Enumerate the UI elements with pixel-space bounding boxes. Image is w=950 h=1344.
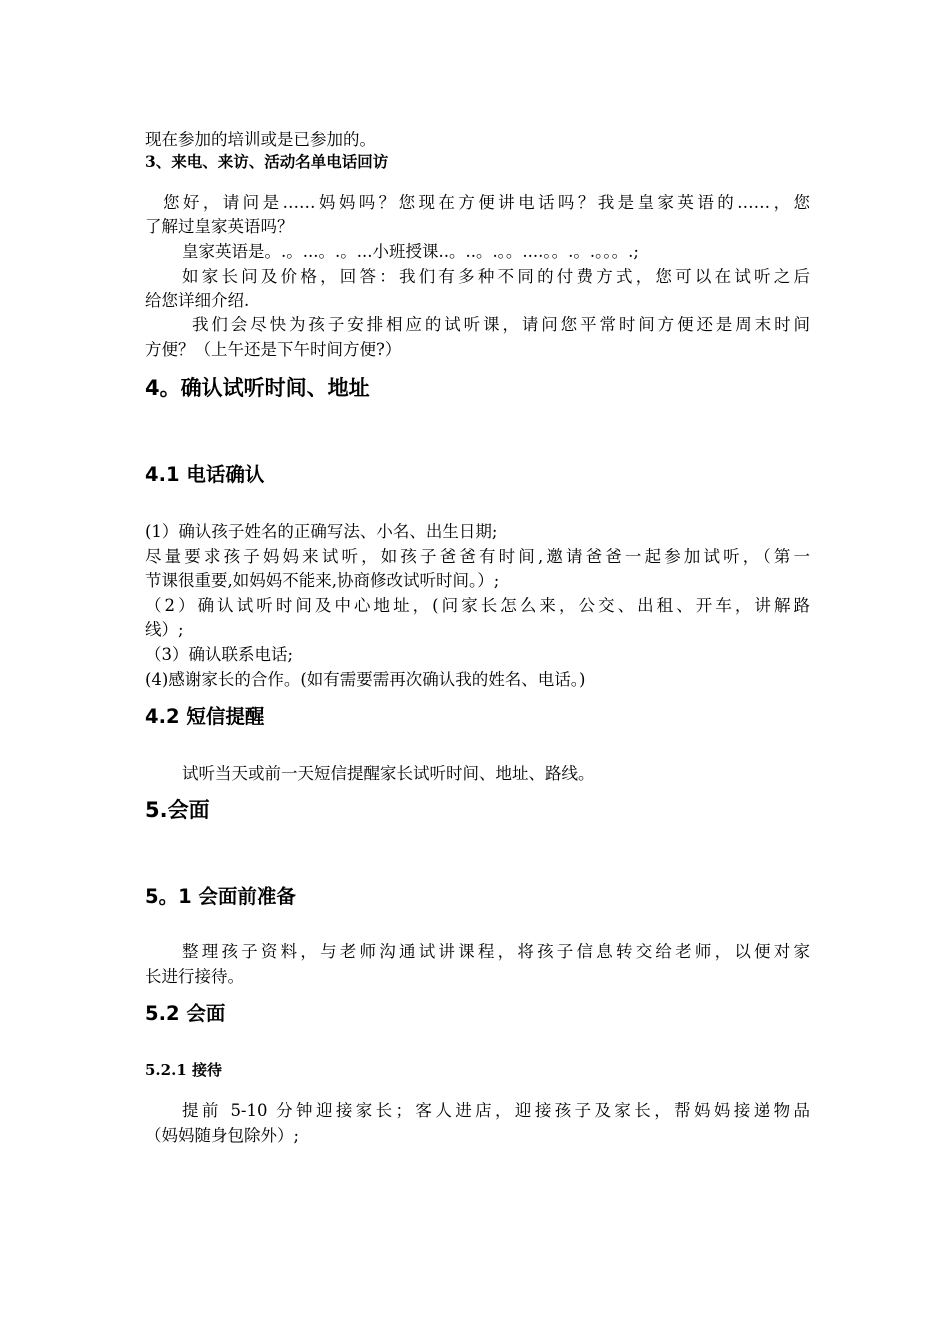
paragraph-line: 长进行接待。 [145, 967, 244, 986]
paragraph-line: (4)感谢家长的合作。(如有需要需再次确认我的姓名、电话。) [145, 670, 586, 689]
paragraph-line: 现在参加的培训或是已参加的。 [145, 130, 376, 149]
paragraph-line: 您好，请问是……妈妈吗？您现在方便讲电话吗？我是皇家英语的……，您 [163, 193, 810, 212]
paragraph-line: 节课很重要,如妈妈不能来,协商修改试听时间。）; [145, 571, 500, 590]
paragraph-line: 提前 5-10 分钟迎接家长；客人进店，迎接孩子及家长，帮妈妈接递物品 [182, 1101, 810, 1120]
paragraph-line: 线）; [145, 620, 184, 639]
section-heading-3: 3、来电、来访、活动名单电话回访 [145, 152, 389, 171]
subsubsection-heading-5-2-1: 5.2.1 接待 [145, 1061, 222, 1079]
paragraph-line: （妈妈随身包除外）; [145, 1126, 300, 1145]
subsection-heading-4-2: 4.2 短信提醒 [145, 705, 265, 728]
paragraph-line: （2）确认试听时间及中心地址，(问家长怎么来，公交、出租、开车，讲解路 [145, 596, 810, 615]
section-heading-5: 5.会面 [145, 798, 210, 822]
subsection-heading-4-1: 4.1 电话确认 [145, 463, 265, 486]
paragraph-line: 尽量要求孩子妈妈来试听，如孩子爸爸有时间,邀请爸爸一起参加试听，（第一 [145, 547, 810, 566]
subsection-heading-5-2: 5.2 会面 [145, 1002, 226, 1025]
paragraph-line: （3）确认联系电话; [145, 645, 294, 664]
paragraph-line: 皇家英语是。.。...。.。...小班授课..。..。.。。....。。.。.。。。.; [182, 242, 639, 261]
paragraph-line: 整理孩子资料，与老师沟通试讲课程，将孩子信息转交给老师，以便对家 [182, 942, 810, 961]
paragraph-line: 给您详细介绍. [145, 291, 250, 310]
paragraph-line: (1）确认孩子姓名的正确写法、小名、出生日期; [145, 522, 498, 541]
paragraph-line: 试听当天或前一天短信提醒家长试听时间、地址、路线。 [182, 764, 595, 783]
subsection-heading-5-1: 5。1 会面前准备 [145, 885, 296, 908]
paragraph-line: 我们会尽快为孩子安排相应的试听课，请问您平常时间方便还是周末时间 [192, 315, 810, 334]
paragraph-line: 如家长问及价格，回答：我们有多种不同的付费方式，您可以在试听之后 [182, 267, 810, 286]
paragraph-line: 了解过皇家英语吗？ [145, 217, 294, 236]
paragraph-line: 方便？（上午还是下午时间方便?） [145, 340, 402, 359]
section-heading-4: 4。确认试听时间、地址 [145, 376, 370, 400]
